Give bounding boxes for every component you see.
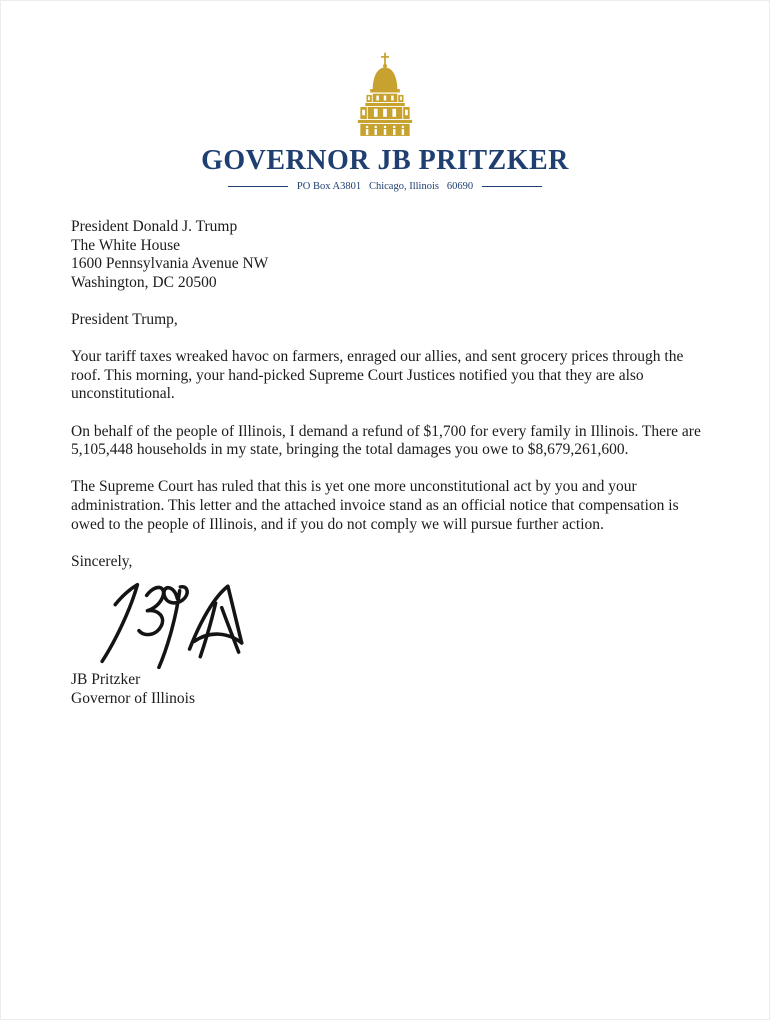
rule-left <box>228 186 288 187</box>
capitol-dome-icon <box>1 49 769 139</box>
sender-name: JB Pritzker <box>71 671 141 689</box>
recipient-line: The White House <box>71 236 181 254</box>
recipient-line: President Donald J. Trump <box>71 218 238 235</box>
body-paragraph: Your tariff taxes wreaked havoc on farmers, enraged our allies, and sent grocery prices through the roof. This morning, your hand-picked Supreme Court Justices notified you that they are also unconstitutional. <box>71 348 684 403</box>
rule-right <box>482 186 542 187</box>
letter-content <box>71 218 713 708</box>
letterhead <box>1 1 769 192</box>
sender-block <box>71 671 713 708</box>
salutation: President Trump, <box>71 310 178 328</box>
body-paragraph: The Supreme Court has ruled that this is yet one more unconstitutional act by you and your administration. This letter and the attached invoice stand as an official notice that compensation is owed to the people of Illinois, and if you do not comply we will pursue further action. <box>71 478 679 533</box>
signature-image <box>71 577 713 669</box>
recipient-line: Washington, DC 20500 <box>71 273 217 291</box>
body-paragraph: On behalf of the people of Illinois, I demand a refund of $1,700 for every family in Illinois. There are 5,105,448 households in my state, bringing the total damages you owe to $8,679,261,600. <box>71 422 701 459</box>
valediction: Sincerely, <box>71 552 133 570</box>
letterhead-address: PO Box A3801 Chicago, Illinois 60690 <box>296 181 474 192</box>
sender-title: Governor of Illinois <box>71 689 195 707</box>
letterhead-address-row <box>1 181 769 192</box>
recipient-address <box>71 218 713 292</box>
letterhead-title: GOVERNOR JB PRITZKER <box>201 145 569 176</box>
recipient-line: 1600 Pennsylvania Avenue NW <box>71 255 269 273</box>
